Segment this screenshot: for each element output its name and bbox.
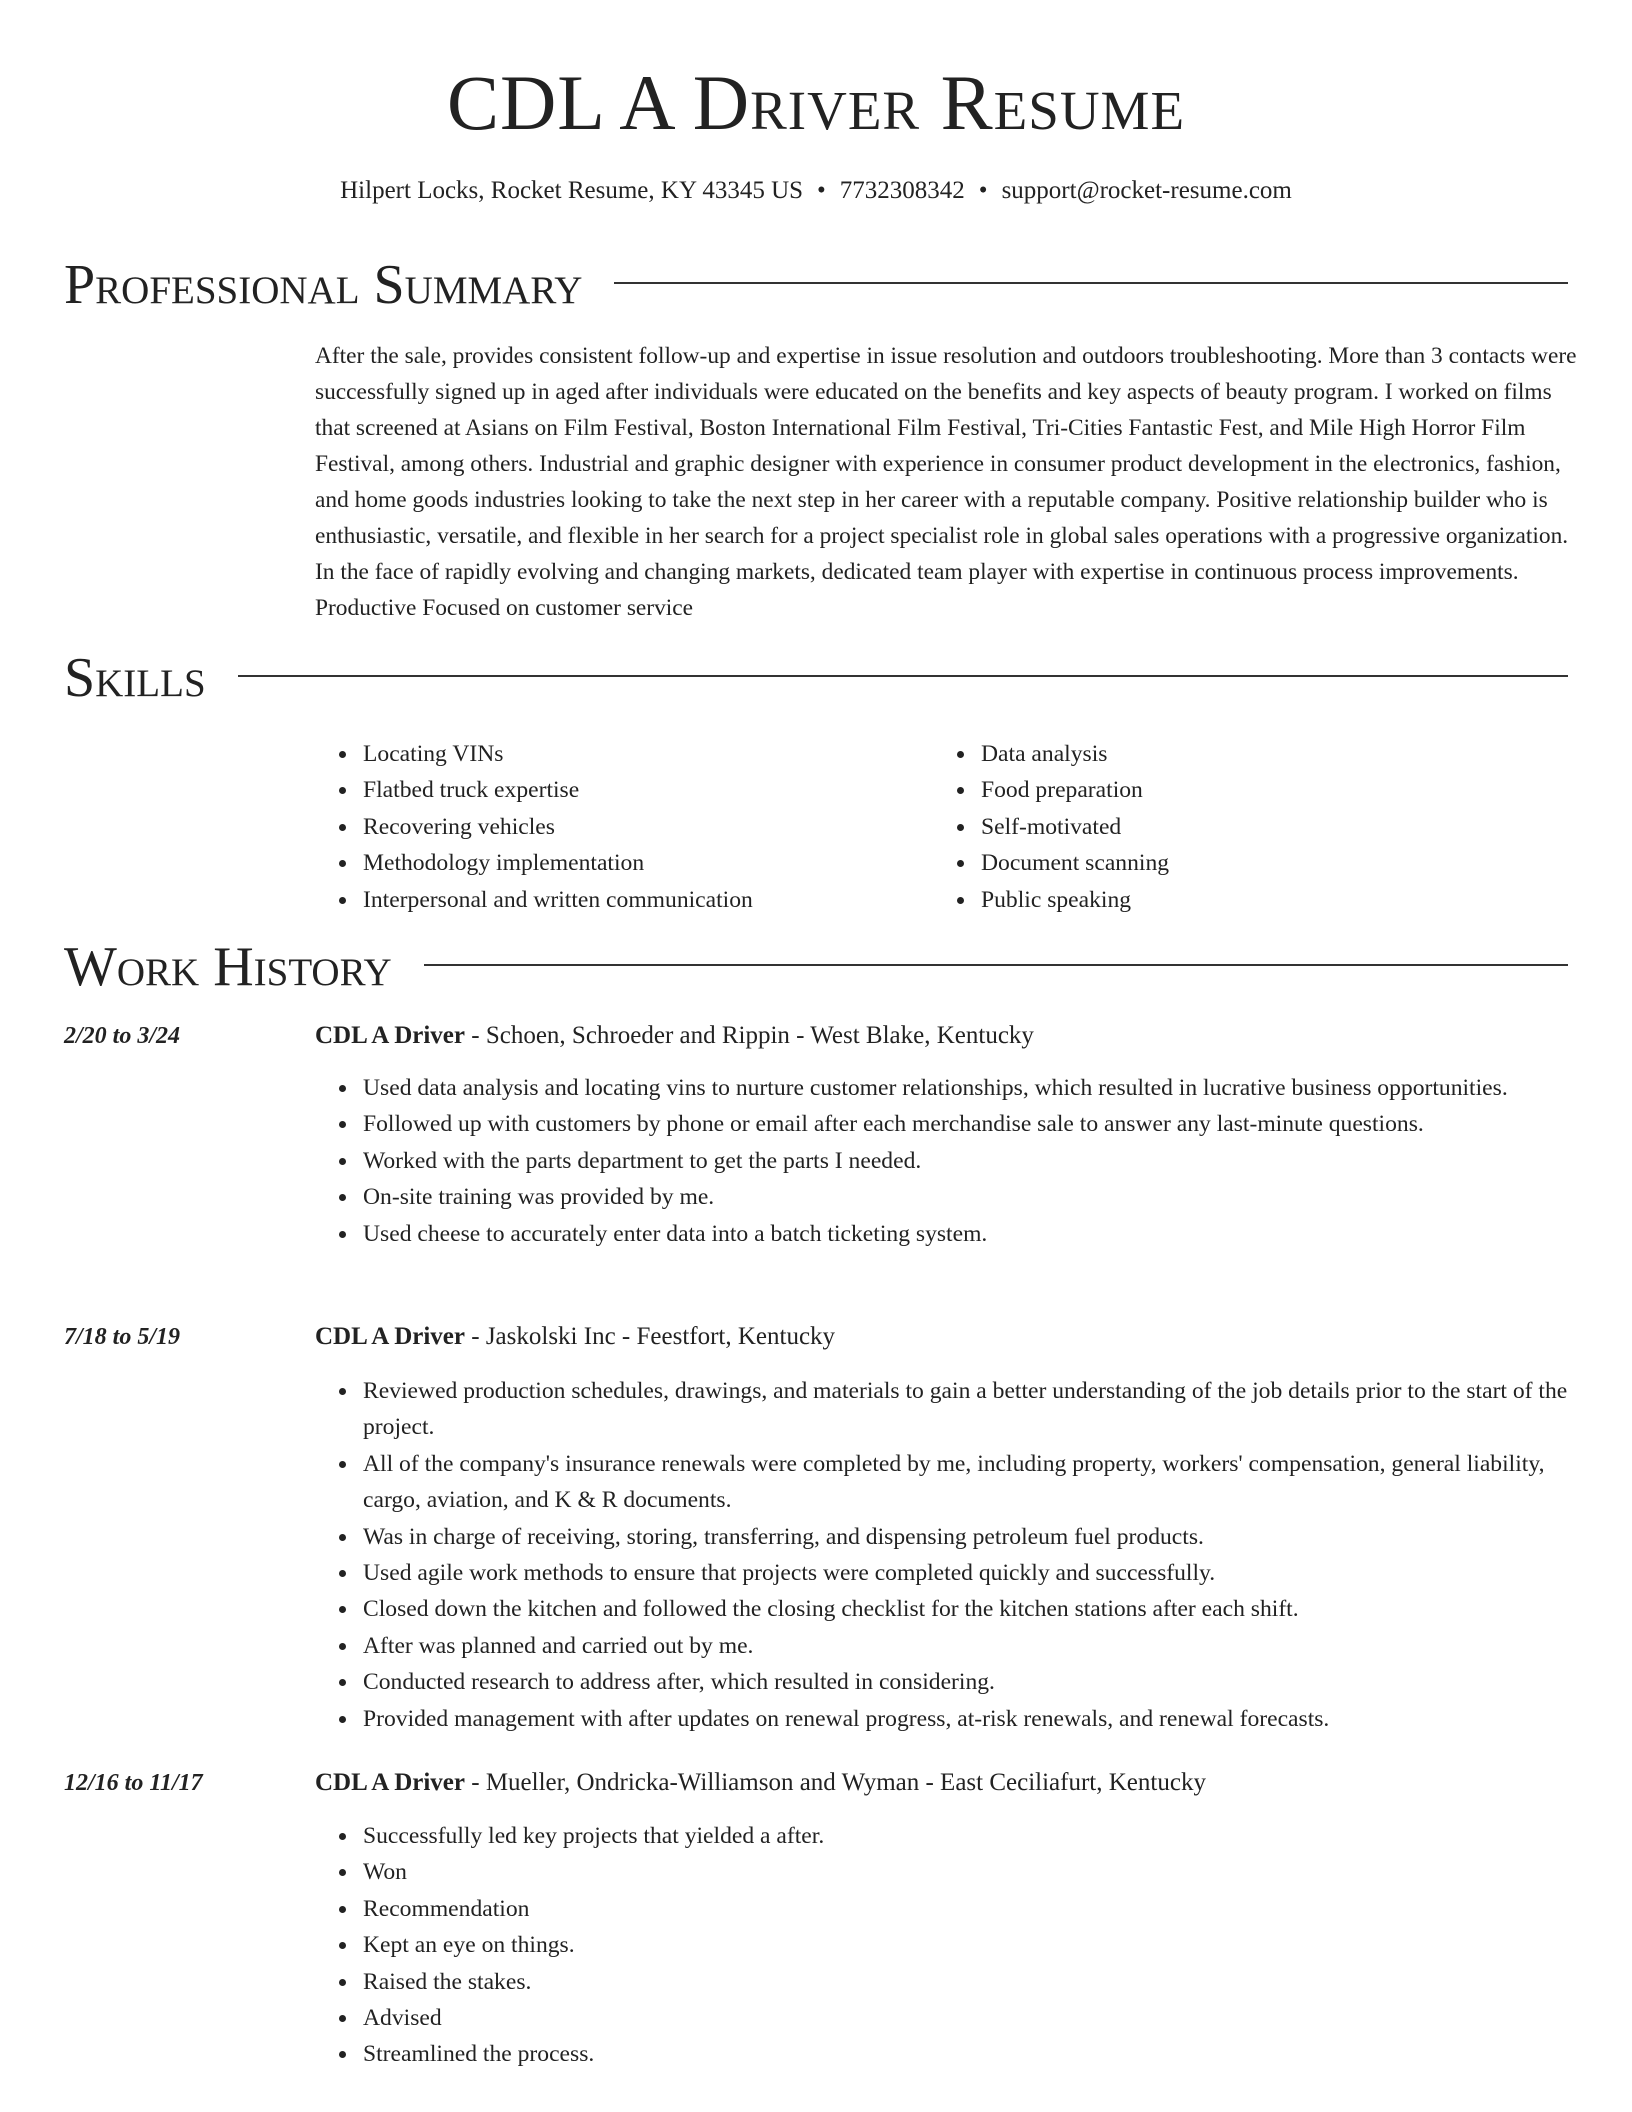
- job-role: CDL A Driver: [315, 1323, 465, 1350]
- skill-item: • Data analysis: [977, 736, 1551, 772]
- job-bullet: • Recommendation: [359, 1891, 1577, 1927]
- job-bullet: • Won: [359, 1854, 1577, 1890]
- job-bullet: • Kept an eye on things.: [359, 1927, 1577, 1963]
- job-bullet: • Reviewed production schedules, drawings, and materials to gain a better understanding of the job details prior to the start of the project.: [359, 1373, 1577, 1446]
- job-employer-location: - Mueller, Ondricka-Williamson and Wyman - East Ceciliafurt, Kentucky: [465, 1769, 1206, 1796]
- skill-item: • Locating VINs: [359, 736, 933, 772]
- job-role: CDL A Driver: [315, 1769, 465, 1796]
- section-divider: [614, 282, 1568, 284]
- summary-text: After the sale, provides consistent follow-up and expertise in issue resolution and outdoors troubleshooting. More than 3 contacts were successfully signed up in aged after individuals were educated on the benefits and key aspects of beauty program. I worked on films that screened at Asians on Film Festival, Boston International Film Festival, Tri-Cities Fantastic Fest, and Mile High Horror Film Festival, among others. Industrial and graphic designer with experience in consumer product development in the electronics, fashion, and home goods industries looking to take the next step in her career with a reputable company. Positive relationship builder who is enthusiastic, versatile, and flexible in her search for a project specialist role in global sales operations with a progressive organization. In the face of rapidly evolving and changing markets, dedicated team player with expertise in continuous process improvements. Productive Focused on customer service: [315, 343, 1577, 621]
- job-bullet: • Followed up with customers by phone or email after each merchandise sale to answer any last-minute questions.: [359, 1106, 1577, 1142]
- job-bullet: • Used cheese to accurately enter data into a batch ticketing system.: [359, 1216, 1577, 1252]
- job-employer-location: - Schoen, Schroeder and Rippin - West Blake, Kentucky: [465, 1022, 1034, 1049]
- work-section-header: [64, 934, 1568, 1000]
- job-bullet: • All of the company's insurance renewals were completed by me, including property, workers' compensation, general liability, cargo, aviation, and K & R documents.: [359, 1446, 1577, 1519]
- job-bullet: • Worked with the parts department to get the parts I needed.: [359, 1143, 1577, 1179]
- job-employer-location: - Jaskolski Inc - Feestfort, Kentucky: [465, 1323, 836, 1350]
- job-bullet: • Conducted research to address after, which resulted in considering.: [359, 1664, 1577, 1700]
- contact-line: [0, 174, 1632, 208]
- skills-heading: Skills: [64, 647, 206, 709]
- section-divider: [238, 675, 1568, 677]
- job-bullet-list: [315, 1373, 1577, 1737]
- skills-list: [315, 736, 1577, 918]
- contact-separator: •: [978, 177, 988, 204]
- summary-section-header: [64, 252, 1568, 318]
- job-dates: 12/16 to 11/17: [64, 1770, 203, 1796]
- contact-phone: 7732308342: [839, 177, 965, 204]
- job-bullet: • Streamlined the process.: [359, 2036, 1577, 2072]
- job-bullet: • Was in charge of receiving, storing, transferring, and dispensing petroleum fuel products.: [359, 1519, 1577, 1555]
- job-dates: 7/18 to 5/19: [64, 1324, 181, 1350]
- job-role: CDL A Driver: [315, 1022, 465, 1049]
- job-bullet: • Used data analysis and locating vins to nurture customer relationships, which resulted in lucrative business opportunities.: [359, 1070, 1577, 1106]
- skills-column-left: [315, 736, 933, 918]
- job-bullet-list: [315, 1818, 1577, 2073]
- section-divider: [424, 964, 1568, 966]
- job-bullet: • Closed down the kitchen and followed the closing checklist for the kitchen stations after each shift.: [359, 1591, 1577, 1627]
- skill-item: • Methodology implementation: [359, 845, 933, 881]
- contact-separator: •: [817, 177, 826, 204]
- job-heading: [315, 1320, 835, 1354]
- skill-item: • Food preparation: [977, 772, 1551, 808]
- skill-item: • Self-motivated: [977, 809, 1551, 845]
- skills-section-header: [64, 645, 1568, 711]
- job-bullet: • After was planned and carried out by me.: [359, 1628, 1577, 1664]
- job-bullet: • Provided management with after updates on renewal progress, at-risk renewals, and renewal forecasts.: [359, 1701, 1577, 1737]
- job-dates: 2/20 to 3/24: [64, 1023, 181, 1049]
- job-bullet: • On-site training was provided by me.: [359, 1179, 1577, 1215]
- skills-column-right: [933, 736, 1551, 918]
- skill-item: • Document scanning: [977, 845, 1551, 881]
- work-heading: Work History: [64, 936, 392, 998]
- summary-heading: Professional Summary: [64, 254, 583, 316]
- job-bullet-list: [315, 1070, 1577, 1252]
- skill-item: • Flatbed truck expertise: [359, 772, 933, 808]
- job-bullet: • Successfully led key projects that yielded a after.: [359, 1818, 1577, 1854]
- job-bullet: • Raised the stakes.: [359, 1964, 1577, 2000]
- job-bullet: • Used agile work methods to ensure that projects were completed quickly and successfully.: [359, 1555, 1577, 1591]
- job-bullet: • Advised: [359, 2000, 1577, 2036]
- contact-address: Hilpert Locks, Rocket Resume, KY 43345 US: [340, 177, 804, 204]
- contact-email: support@rocket-resume.com: [1001, 177, 1292, 204]
- job-heading: [315, 1019, 1034, 1053]
- resume-title: CDL A Driver Resume: [446, 59, 1186, 146]
- skill-item: • Public speaking: [977, 882, 1551, 918]
- job-heading: [315, 1766, 1206, 1800]
- skill-item: • Recovering vehicles: [359, 809, 933, 845]
- skill-item: • Interpersonal and written communication: [359, 882, 933, 918]
